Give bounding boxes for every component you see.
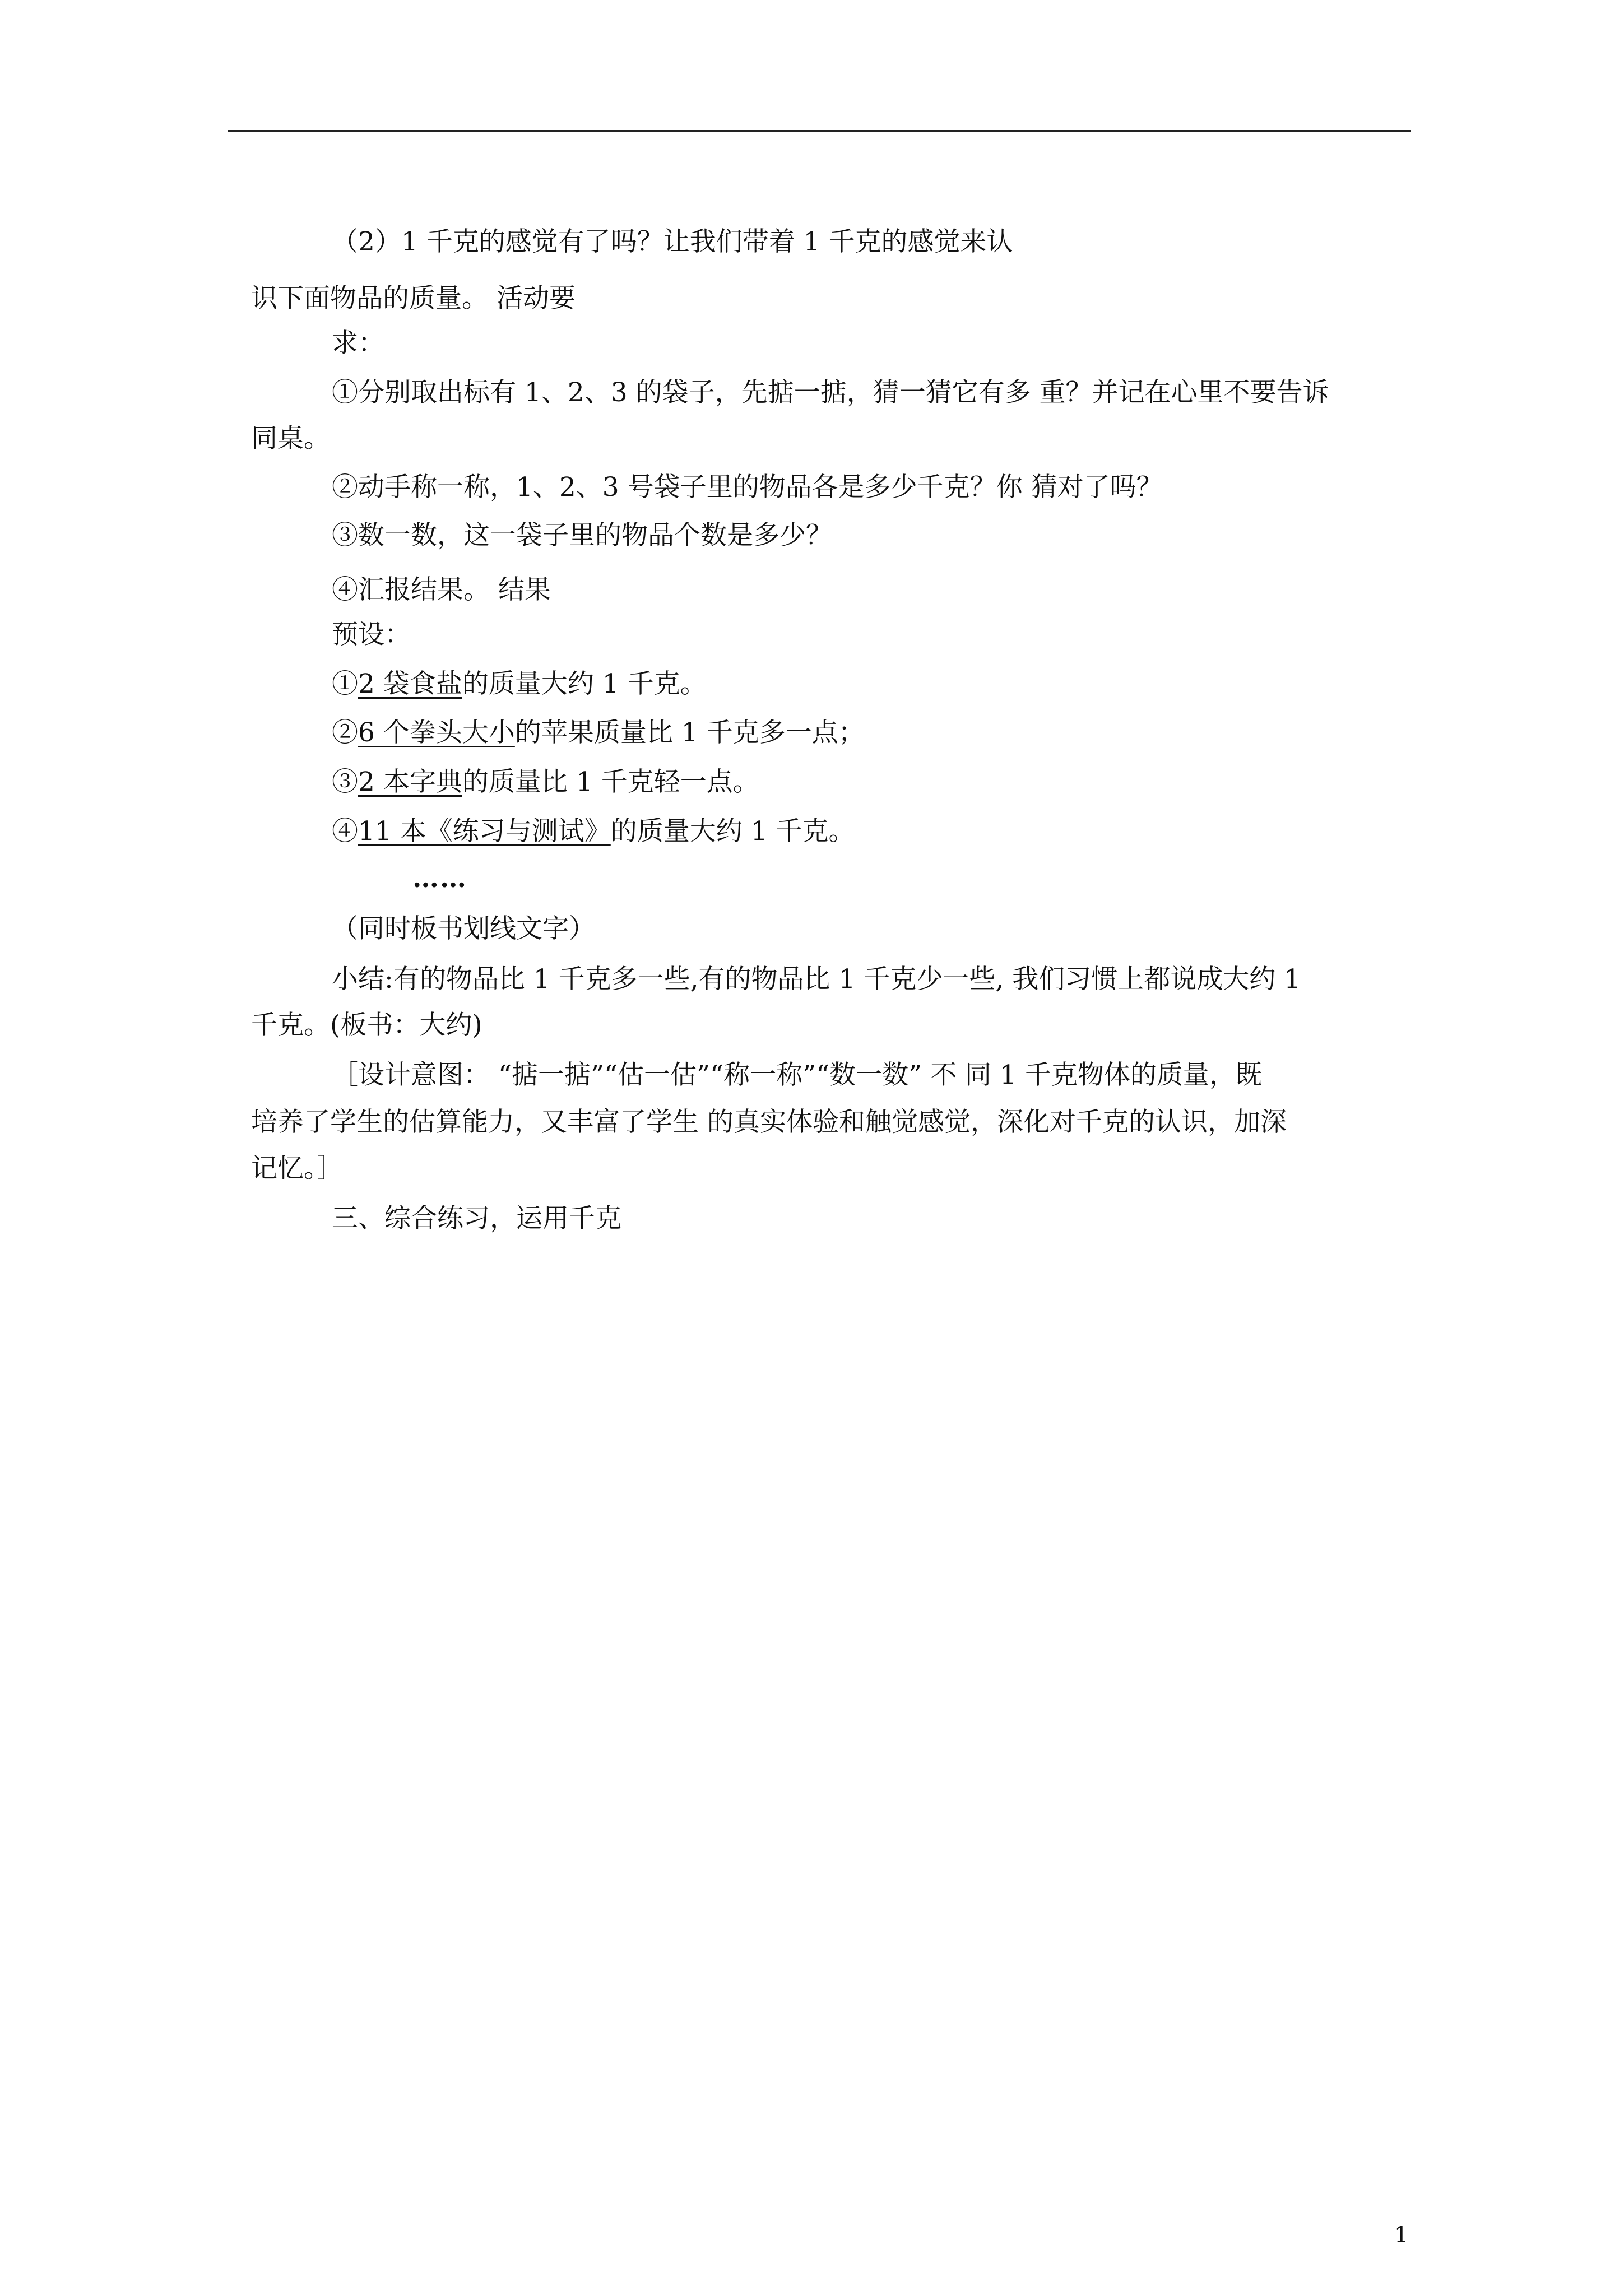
requirement-1-line-1: ①分别取出标有 1、2、3 的袋子，先掂一掂，猜一猜它有多 重？并记在心里不要告诉 bbox=[332, 377, 1329, 408]
result-rest: 的质量大约 1 千克。 bbox=[462, 668, 707, 699]
result-prefix: ② bbox=[332, 717, 358, 748]
summary-line-1: 小结:有的物品比 1 千克多一些,有的物品比 1 千克少一些, 我们习惯上都说成大约 1 bbox=[332, 964, 1301, 995]
requirement-1-line-2: 同桌。 bbox=[251, 423, 330, 454]
result-item bbox=[332, 716, 865, 750]
paragraph-2-line-2: 识下面物品的质量。 活动要 bbox=[251, 283, 576, 314]
summary-line-2: 千克。(板书：大约) bbox=[251, 1010, 482, 1041]
result-item bbox=[332, 765, 759, 799]
design-intent-line-2: 培养了学生的估算能力，又丰富了学生 的真实体验和触觉感觉，深化对千克的认识，加深 bbox=[251, 1107, 1287, 1137]
result-underlined: 2 本字典 bbox=[358, 767, 462, 797]
result-item bbox=[332, 667, 707, 701]
paragraph-2-line-3: 求： bbox=[332, 328, 384, 359]
result-rest: 的质量比 1 千克轻一点。 bbox=[462, 767, 759, 797]
result-prefix: ① bbox=[332, 668, 358, 699]
requirement-2: ②动手称一称，1、2、3 号袋子里的物品各是多少千克？你 猜对了吗？ bbox=[332, 472, 1163, 503]
design-intent-line-1: ［设计意图： “掂一掂”“估一估”“称一称”“数一数” 不 同 1 千克物体的质量，既 bbox=[332, 1060, 1262, 1090]
result-underlined: 11 本《练习与测试》 bbox=[358, 816, 611, 847]
result-item bbox=[332, 815, 855, 848]
ellipsis: …… bbox=[412, 863, 467, 894]
design-intent-line-3: 记忆。］ bbox=[251, 1153, 344, 1184]
result-underlined: 2 袋食盐 bbox=[358, 668, 462, 699]
result-prefix: ④ bbox=[332, 816, 358, 847]
result-underlined: 6 个拳头大小 bbox=[358, 717, 515, 748]
header-rule bbox=[228, 130, 1411, 132]
requirement-4: ④汇报结果。 结果 bbox=[332, 574, 551, 605]
paragraph-2-line-1: （2）1 千克的感觉有了吗？让我们带着 1 千克的感觉来认 bbox=[332, 226, 1013, 257]
page-number: 1 bbox=[1394, 2222, 1409, 2248]
section-3-heading: 三、综合练习，运用千克 bbox=[332, 1203, 621, 1234]
preset-label: 预设： bbox=[332, 619, 411, 650]
result-rest: 的质量大约 1 千克。 bbox=[610, 816, 855, 847]
result-prefix: ③ bbox=[332, 767, 358, 797]
requirement-3: ③数一数，这一袋子里的物品个数是多少？ bbox=[332, 520, 832, 551]
result-rest: 的苹果质量比 1 千克多一点； bbox=[514, 717, 865, 748]
board-note: （同时板书划线文字） bbox=[332, 913, 595, 944]
